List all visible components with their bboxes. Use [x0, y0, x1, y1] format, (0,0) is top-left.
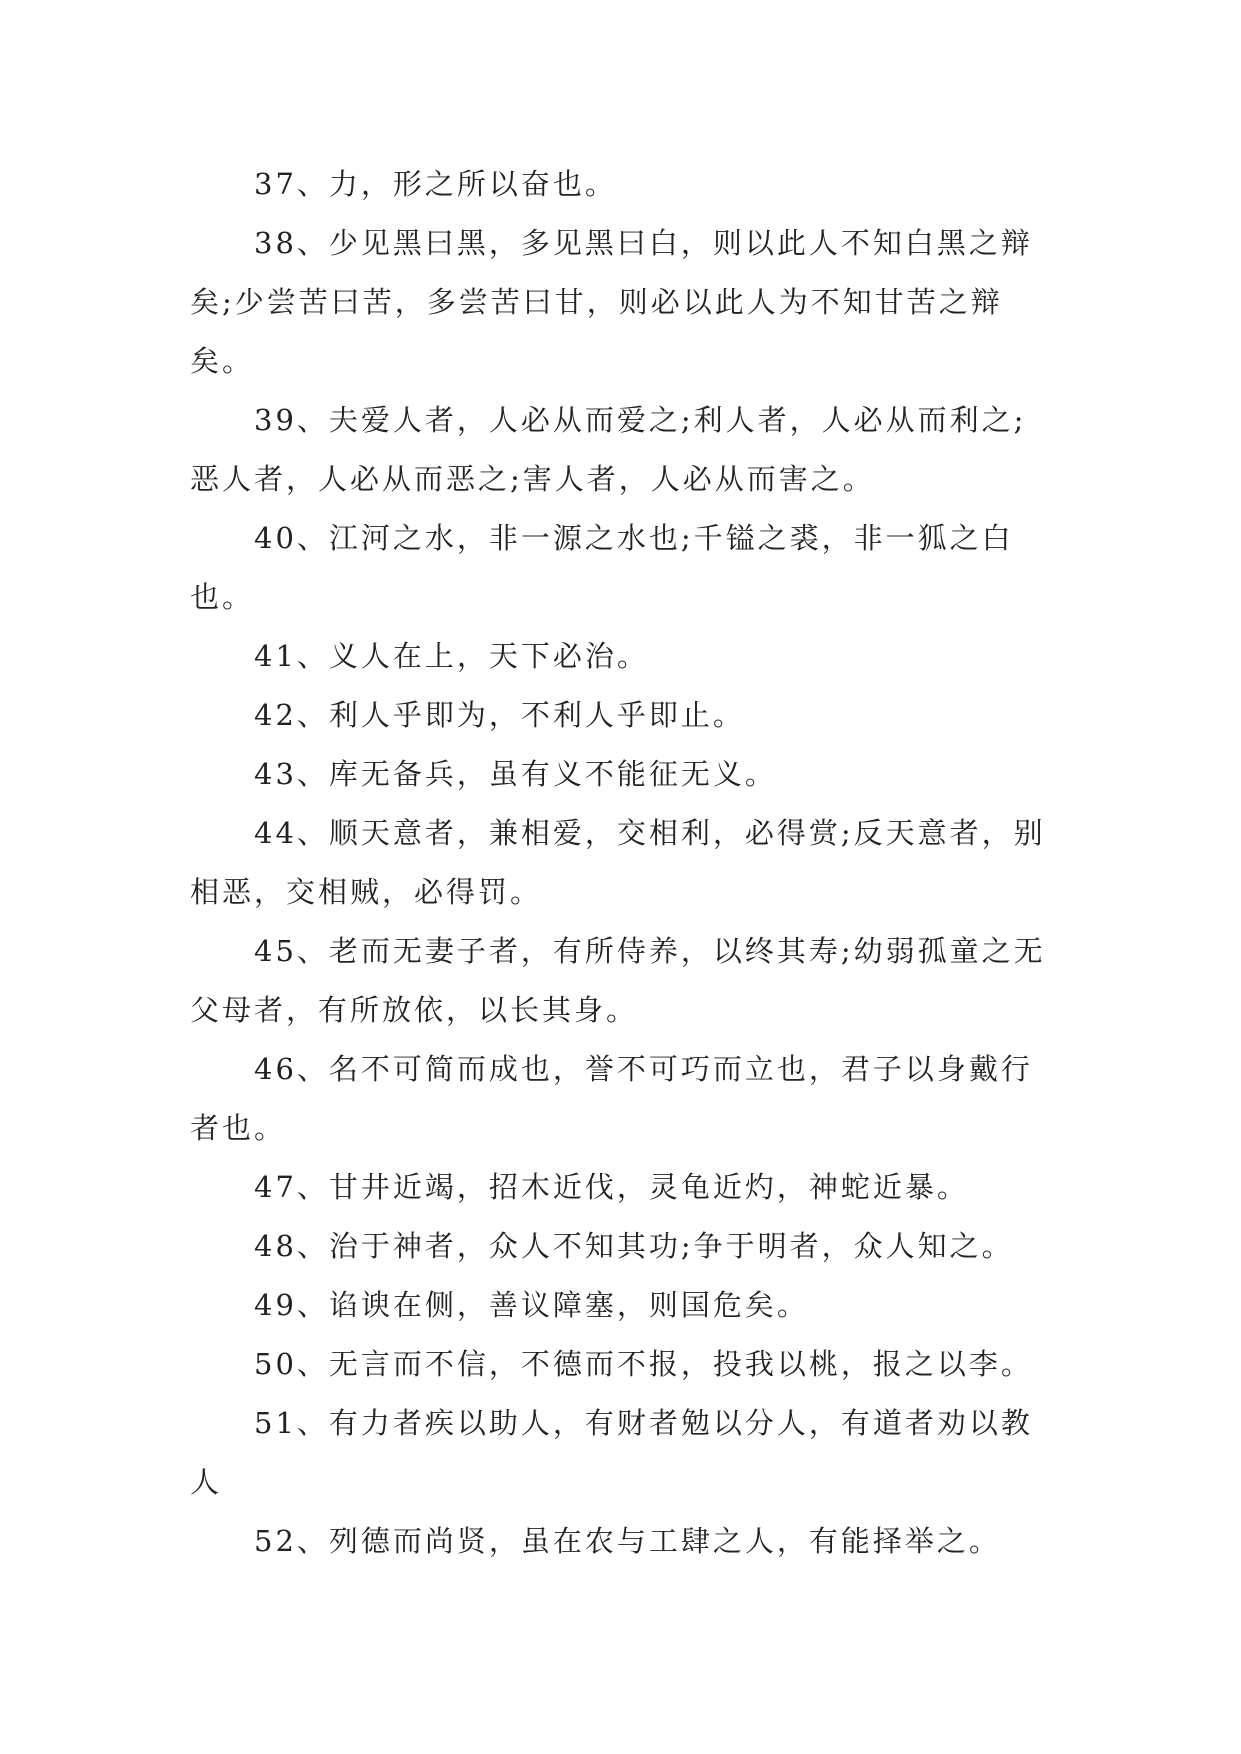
paragraph-45: 45、老而无妻子者，有所侍养，以终其寿;幼弱孤童之无父母者，有所放依，以长其身。: [190, 934, 1046, 1027]
paragraph-42: 42、利人乎即为，不利人乎即止。: [254, 698, 745, 732]
document-body: [190, 155, 1050, 1571]
paragraph-37: 37、力，形之所以奋也。: [254, 167, 617, 201]
paragraph-39: 39、夫爱人者，人必从而爱之;利人者，人必从而利之;恶人者，人必从而恶之;害人者，人必从而害之。: [190, 403, 1027, 496]
paragraph-48: 48、治于神者，众人不知其功;争于明者，众人知之。: [254, 1229, 1014, 1263]
paragraph-52: 52、列德而尚贤，虽在农与工肆之人，有能择举之。: [254, 1524, 1001, 1558]
paragraph-46: 46、名不可简而成也，誉不可巧而立也，君子以身戴行者也。: [190, 1052, 1033, 1145]
paragraph-41: 41、义人在上，天下必治。: [254, 639, 649, 673]
paragraph-40: 40、江河之水，非一源之水也;千镒之裘，非一狐之白也。: [190, 521, 1014, 614]
paragraph-50: 50、无言而不信，不德而不报，投我以桃，报之以李。: [254, 1347, 1033, 1381]
paragraph-43: 43、库无备兵，虽有义不能征无义。: [254, 757, 777, 791]
paragraph-49: 49、谄谀在侧，善议障塞，则国危矣。: [254, 1288, 809, 1322]
paragraph-44: 44、顺天意者，兼相爱，交相利，必得赏;反天意者，别相恶，交相贼，必得罚。: [190, 816, 1046, 909]
paragraph-47: 47、甘井近竭，招木近伐，灵龟近灼，神蛇近暴。: [254, 1170, 969, 1204]
paragraph-51: 51、有力者疾以助人，有财者勉以分人，有道者劝以教人: [190, 1406, 1033, 1499]
paragraph-38: 38、少见黑曰黑，多见黑曰白，则以此人不知白黑之辩矣;少尝苦曰苦，多尝苦曰甘，则必以此人为不知甘苦之辩矣。: [190, 226, 1033, 378]
